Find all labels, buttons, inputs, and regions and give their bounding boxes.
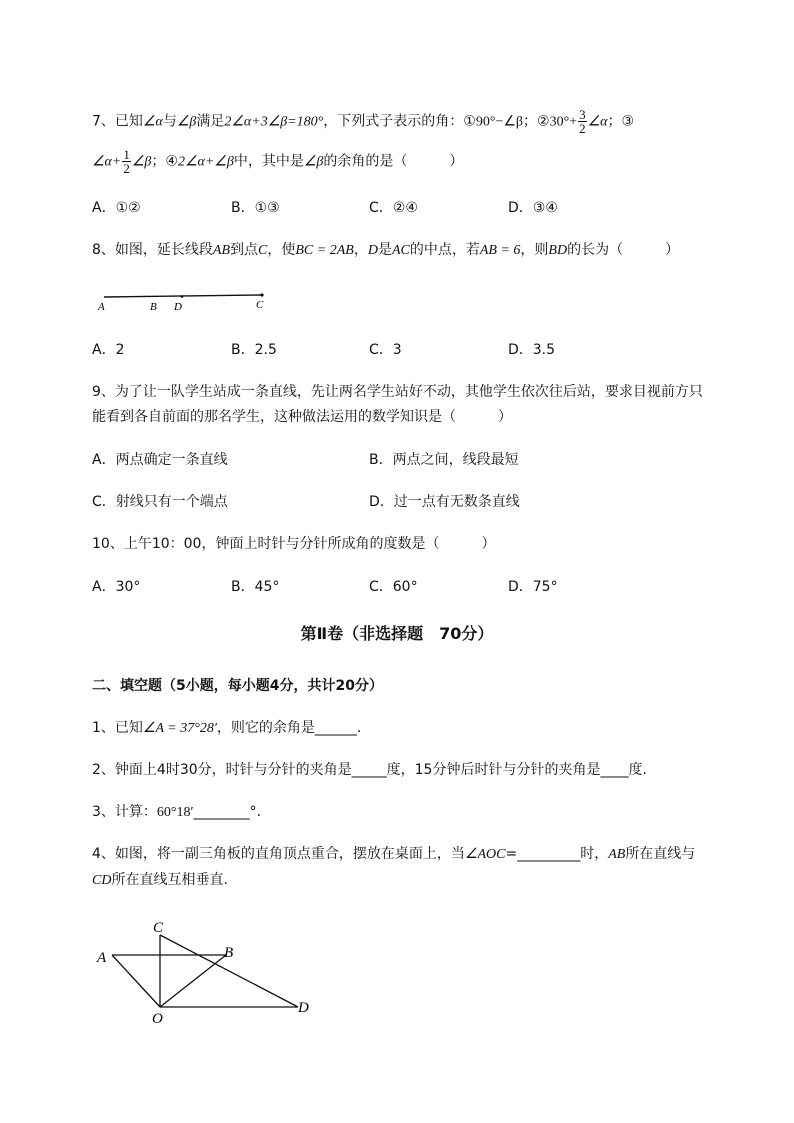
label-c: C [153, 920, 164, 936]
math-degree-expr: 60°18′ [156, 805, 194, 820]
label-o: O [152, 1011, 163, 1027]
q8-text: ， [353, 242, 368, 258]
edge-ob [160, 955, 226, 1007]
label-b: B [150, 301, 157, 313]
q9-option-b: B．两点之间，线段最短 [369, 452, 519, 468]
q7-text: ；② [523, 113, 550, 130]
q7-option-a: A．①② [92, 200, 141, 216]
math-alpha: ∠α [142, 114, 163, 130]
q9-option-c: C．射线只有一个端点 [92, 494, 228, 510]
f4-text: 4、如图，将一副三角板的直角顶点重合，摆放在桌面上，当 [92, 846, 465, 862]
math-angle-a: ∠A = 37°28′ [142, 721, 217, 736]
q8-text: 8、如图，延长线段 [92, 242, 213, 258]
q9-line2: 能看到各自前面的那名学生，这种做法运用的数学知识是（ ） [92, 409, 512, 425]
label-a: A [98, 301, 105, 313]
q7-text: 与 [162, 113, 177, 130]
q7-option-c: C．②④ [369, 200, 418, 216]
math-condition-2: AB = 6 [479, 243, 521, 258]
label-c: C [256, 299, 264, 311]
fraction-denominator: 2 [123, 161, 130, 176]
q8-text: 的中点，若 [409, 242, 480, 258]
math-d: D [367, 243, 378, 258]
q9-option-a: A．两点确定一条直线 [92, 452, 228, 468]
fraction [122, 148, 131, 175]
q7-text: 的余角的是（ ） [323, 153, 464, 170]
math-beta: ∠β [303, 154, 324, 170]
q10-text: 10、上午10：00，钟面上时针与分针所成角的度数是（ ） [92, 536, 496, 552]
f1-text: ，则它的余角是______. [216, 720, 362, 736]
q7-text: ；④ [151, 153, 178, 170]
point-d-dot [181, 295, 184, 298]
math-expr-4: 2∠α+∠β [177, 154, 234, 170]
math-expr-3: ∠α+ [92, 154, 122, 170]
q8-option-b: B．2.5 [231, 342, 277, 358]
f1-text: 1、已知 [92, 720, 143, 736]
edge-ao [112, 955, 160, 1007]
label-d: D [298, 1000, 309, 1016]
q7-option-d: D．③④ [508, 200, 558, 216]
q8-text: 的长为（ ） [567, 242, 680, 258]
fill-4-line2 [92, 870, 228, 891]
q7-text: 中，其中是 [233, 153, 304, 170]
section2-title: 二、填空题（5小题，每小题4分，共计20分） [92, 678, 383, 694]
q7-line2 [92, 148, 463, 175]
fill-4-line1 [92, 844, 695, 865]
q10-option-a: A．30° [92, 579, 141, 595]
q10-option-c: C．60° [369, 579, 418, 595]
q8-text: 是 [377, 242, 392, 258]
q7-text: 7、已知 [92, 113, 143, 130]
q4-triangle-figure [92, 915, 332, 1027]
q8-line1 [92, 240, 679, 261]
fill-1 [92, 718, 361, 739]
math-c: C [258, 243, 268, 258]
math-condition: 2∠α+3∠β=180° [224, 114, 324, 130]
f4-text: =_________时， [505, 846, 609, 862]
q8-option-d: D．3.5 [508, 342, 556, 358]
point-c-dot [260, 293, 263, 296]
q7-text: ，下列式子表示的角：① [323, 113, 476, 130]
f3-text: ________°. [193, 804, 262, 820]
math-beta: ∠β [176, 114, 197, 130]
label-b: B [224, 945, 234, 961]
math-expr-1: 90°−∠β [475, 114, 524, 130]
math-ab: AB [212, 243, 231, 258]
math-bd: BD [548, 243, 568, 258]
q8-text: ，使 [267, 242, 296, 258]
math-angle-aoc: ∠AOC [464, 847, 506, 862]
fill-2: 2、钟面上4时30分，时针与分针的夹角是_____度，15分钟后时针与分针的夹角是____度. [92, 762, 647, 778]
math-expr-3b: ∠β [131, 154, 152, 170]
q9-option-d: D．过一点有无数条直线 [369, 494, 520, 510]
q7-option-b: B．①③ [231, 200, 280, 216]
math-expr-2b: ∠α [587, 114, 608, 130]
label-a: A [97, 950, 107, 966]
f3-text: 3、计算： [92, 804, 157, 820]
f4-text: 所在直线与 [625, 846, 696, 862]
q8-option-c: C．3 [369, 342, 402, 358]
label-d: D [174, 301, 182, 313]
q8-text: 到点 [230, 242, 259, 258]
q7-line1 [92, 108, 634, 135]
fill-3 [92, 802, 261, 823]
q10-option-b: B．45° [231, 579, 280, 595]
f4-text: 所在直线互相垂直. [111, 872, 228, 888]
q7-text: 满足 [196, 113, 225, 130]
fraction [578, 108, 587, 135]
q9-line1: 9、为了让一队学生站成一条直线，先让两名学生站好不动，其他学生依次往后站，要求目视前方只 [92, 384, 703, 400]
fraction-denominator: 2 [579, 121, 586, 136]
q8-option-a: A．2 [92, 342, 125, 358]
math-ac: AC [391, 243, 410, 258]
fraction-numerator: 3 [579, 107, 586, 122]
q8-text: ，则 [520, 242, 549, 258]
fraction-numerator: 1 [123, 147, 130, 162]
math-condition-1: BC = 2AB [295, 243, 354, 258]
q8-segment-figure [92, 288, 282, 316]
math-cd: CD [92, 873, 112, 888]
q10-option-d: D．75° [508, 579, 558, 595]
math-expr-2: 30°+ [549, 114, 578, 130]
q7-text: ；③ [607, 113, 635, 130]
math-ab: AB [608, 847, 626, 862]
part2-title: 第Ⅱ卷（非选择题 70分） [300, 624, 494, 643]
